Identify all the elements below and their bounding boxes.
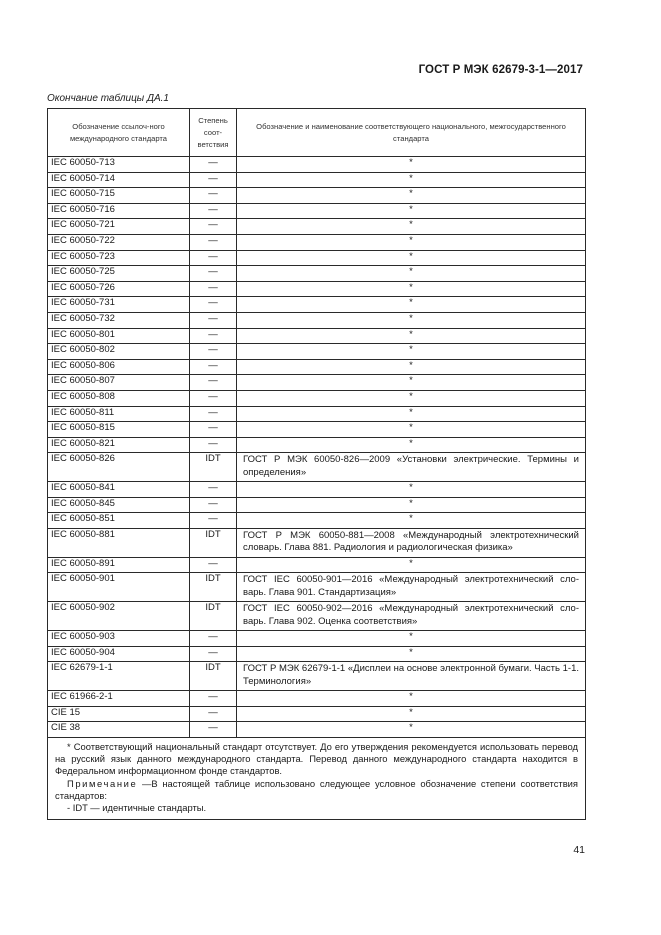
national-standard-cell: *: [237, 359, 586, 375]
national-standard-cell: *: [237, 297, 586, 313]
reference-cell: IEC 60050-722: [48, 234, 190, 250]
national-standard-cell: *: [237, 234, 586, 250]
national-standard-cell: *: [237, 722, 586, 738]
table-row: [48, 422, 586, 438]
reference-cell: IEC 61966-2-1: [48, 690, 190, 706]
degree-cell: —: [190, 157, 237, 173]
national-standard-cell: *: [237, 172, 586, 188]
table-row: [48, 172, 586, 188]
national-standard-cell: *: [237, 157, 586, 173]
table-row: [48, 406, 586, 422]
reference-cell: IEC 60050-815: [48, 422, 190, 438]
reference-cell: IEC 60050-903: [48, 630, 190, 646]
reference-cell: IEC 60050-891: [48, 557, 190, 573]
degree-cell: —: [190, 646, 237, 662]
reference-cell: IEC 60050-713: [48, 157, 190, 173]
degree-cell: —: [190, 375, 237, 391]
degree-cell: —: [190, 722, 237, 738]
table-row: [48, 219, 586, 235]
correspondence-table: [47, 108, 586, 820]
table-notes: [48, 737, 586, 820]
table-row: [48, 312, 586, 328]
note: [55, 778, 578, 803]
degree-cell: —: [190, 297, 237, 313]
reference-cell: IEC 60050-731: [48, 297, 190, 313]
degree-cell: IDT: [190, 662, 237, 691]
reference-cell: IEC 60050-901: [48, 573, 190, 602]
reference-cell: IEC 60050-851: [48, 513, 190, 529]
reference-cell: IEC 60050-881: [48, 528, 190, 557]
table-header-row: [48, 109, 586, 157]
table-row: [48, 722, 586, 738]
table-row: [48, 188, 586, 204]
table-row: [48, 602, 586, 631]
table-row: [48, 250, 586, 266]
national-standard-cell: *: [237, 188, 586, 204]
reference-cell: IEC 60050-802: [48, 344, 190, 360]
table-row: [48, 662, 586, 691]
national-standard-cell: *: [237, 482, 586, 498]
table-row: [48, 390, 586, 406]
reference-cell: IEC 62679-1-1: [48, 662, 190, 691]
note-label: Примечание: [67, 777, 138, 789]
table-row: [48, 437, 586, 453]
degree-cell: —: [190, 359, 237, 375]
reference-cell: IEC 60050-841: [48, 482, 190, 498]
national-standard-cell: *: [237, 344, 586, 360]
degree-cell: —: [190, 497, 237, 513]
degree-cell: —: [190, 312, 237, 328]
reference-cell: IEC 60050-808: [48, 390, 190, 406]
reference-cell: IEC 60050-732: [48, 312, 190, 328]
table-row: [48, 234, 586, 250]
national-standard-cell: ГОСТ Р МЭК 60050-826—2009 «Установки электрические. Термины и определения»: [237, 453, 586, 482]
national-standard-cell: *: [237, 328, 586, 344]
table-row: [48, 375, 586, 391]
table-row: [48, 266, 586, 282]
table-row: [48, 513, 586, 529]
degree-cell: —: [190, 328, 237, 344]
national-standard-cell: *: [237, 706, 586, 722]
national-standard-cell: ГОСТ IEC 60050-901—2016 «Международный электротехнический сло-варь. Глава 901. Стандартизация»: [237, 573, 586, 602]
table-row: [48, 706, 586, 722]
page-number: 41: [573, 844, 585, 856]
degree-cell: —: [190, 188, 237, 204]
national-standard-cell: *: [237, 375, 586, 391]
reference-cell: IEC 60050-904: [48, 646, 190, 662]
national-standard-cell: *: [237, 250, 586, 266]
reference-cell: IEC 60050-807: [48, 375, 190, 391]
table-row: [48, 281, 586, 297]
reference-cell: IEC 60050-826: [48, 453, 190, 482]
standard-code: ГОСТ Р МЭК 62679-3-1—2017: [418, 64, 583, 76]
reference-cell: IEC 60050-716: [48, 203, 190, 219]
national-standard-cell: *: [237, 630, 586, 646]
column-header-reference: Обозначение ссылоч-ного международного стандарта: [48, 109, 190, 157]
degree-cell: IDT: [190, 453, 237, 482]
degree-cell: IDT: [190, 528, 237, 557]
reference-cell: CIE 38: [48, 722, 190, 738]
reference-cell: IEC 60050-721: [48, 219, 190, 235]
column-header-degree: Степень соот-ветствия: [190, 109, 237, 157]
national-standard-cell: *: [237, 266, 586, 282]
column-header-national: Обозначение и наименование соответствующего национального, межгосударственного стандарта: [237, 109, 586, 157]
degree-cell: —: [190, 630, 237, 646]
national-standard-cell: ГОСТ IEC 60050-902—2016 «Международный электротехнический сло-варь. Глава 902. Оценка соответствия»: [237, 602, 586, 631]
legend-item: - IDT — идентичные стандарты.: [67, 802, 207, 814]
table-caption: Окончание таблицы ДА.1: [47, 93, 169, 104]
reference-cell: IEC 60050-714: [48, 172, 190, 188]
national-standard-cell: *: [237, 406, 586, 422]
table-row: [48, 557, 586, 573]
reference-cell: IEC 60050-726: [48, 281, 190, 297]
reference-cell: CIE 15: [48, 706, 190, 722]
degree-cell: —: [190, 706, 237, 722]
national-standard-cell: *: [237, 497, 586, 513]
degree-cell: —: [190, 172, 237, 188]
degree-cell: —: [190, 250, 237, 266]
degree-cell: —: [190, 344, 237, 360]
table-row: [48, 630, 586, 646]
national-standard-cell: ГОСТ Р МЭК 62679-1-1 «Дисплеи на основе электронной бумаги. Часть 1-1. Терминология»: [237, 662, 586, 691]
degree-cell: —: [190, 390, 237, 406]
table-row: [48, 528, 586, 557]
national-standard-cell: *: [237, 219, 586, 235]
degree-cell: IDT: [190, 602, 237, 631]
degree-cell: —: [190, 281, 237, 297]
table-row: [48, 157, 586, 173]
table-row: [48, 497, 586, 513]
national-standard-cell: *: [237, 437, 586, 453]
table-body: [48, 157, 586, 738]
degree-cell: —: [190, 482, 237, 498]
table-row: [48, 690, 586, 706]
table-row: [48, 344, 586, 360]
note-text: —В настоящей таблице использовано следующее условное обозначение степени соответствия стандартов:: [55, 777, 578, 801]
table-row: [48, 359, 586, 375]
national-standard-cell: *: [237, 203, 586, 219]
reference-cell: IEC 60050-811: [48, 406, 190, 422]
notes-row: [48, 737, 586, 820]
reference-cell: IEC 60050-715: [48, 188, 190, 204]
reference-cell: IEC 60050-723: [48, 250, 190, 266]
table-row: [48, 573, 586, 602]
reference-cell: IEC 60050-801: [48, 328, 190, 344]
table-row: [48, 453, 586, 482]
degree-cell: —: [190, 234, 237, 250]
degree-cell: —: [190, 219, 237, 235]
national-standard-cell: *: [237, 557, 586, 573]
national-standard-cell: *: [237, 312, 586, 328]
reference-cell: IEC 60050-821: [48, 437, 190, 453]
degree-cell: —: [190, 437, 237, 453]
degree-cell: —: [190, 266, 237, 282]
national-standard-cell: *: [237, 390, 586, 406]
degree-cell: —: [190, 406, 237, 422]
national-standard-cell: *: [237, 513, 586, 529]
degree-cell: —: [190, 557, 237, 573]
footnote: * Соответствующий национальный стандарт отсутствует. До его утверждения рекомендуется использовать перевод на русский язык данного международного стандарта. Перевод данного международного стандарта находится в Федеральном информационном фонде стандартов.: [55, 740, 578, 777]
reference-cell: IEC 60050-902: [48, 602, 190, 631]
degree-cell: —: [190, 513, 237, 529]
degree-cell: —: [190, 690, 237, 706]
table-row: [48, 482, 586, 498]
reference-cell: IEC 60050-806: [48, 359, 190, 375]
degree-cell: IDT: [190, 573, 237, 602]
table-row: [48, 646, 586, 662]
national-standard-cell: *: [237, 646, 586, 662]
national-standard-cell: ГОСТ Р МЭК 60050-881—2008 «Международный электротехнический словарь. Глава 881. Радиология и радиологическая физика»: [237, 528, 586, 557]
reference-cell: IEC 60050-845: [48, 497, 190, 513]
degree-cell: —: [190, 203, 237, 219]
degree-cell: —: [190, 422, 237, 438]
national-standard-cell: *: [237, 281, 586, 297]
national-standard-cell: *: [237, 690, 586, 706]
reference-cell: IEC 60050-725: [48, 266, 190, 282]
table-row: [48, 203, 586, 219]
national-standard-cell: *: [237, 422, 586, 438]
table-row: [48, 297, 586, 313]
table-row: [48, 328, 586, 344]
